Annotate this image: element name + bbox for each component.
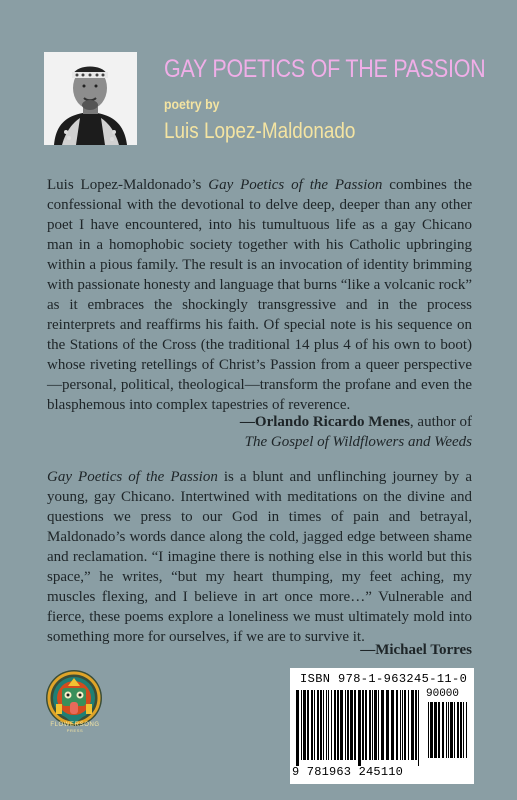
attribution-torres bbox=[360, 640, 472, 660]
ean-digits: 9 781963 245110 bbox=[292, 765, 404, 779]
barcode-bar bbox=[415, 690, 417, 760]
barcode-bar bbox=[372, 690, 373, 760]
barcode-bar bbox=[457, 702, 459, 758]
barcode-bar bbox=[296, 690, 299, 766]
barcode-bar bbox=[463, 702, 464, 758]
barcode-bar bbox=[323, 690, 324, 760]
barcode-bar bbox=[386, 690, 389, 760]
blurb-first bbox=[47, 175, 472, 415]
attribution-book: The Gospel of Wildflowers and Weeds bbox=[244, 434, 472, 450]
barcode-bar bbox=[442, 702, 444, 758]
blurb-second bbox=[47, 467, 472, 647]
barcode-bar bbox=[374, 690, 377, 760]
author-photo bbox=[44, 52, 137, 145]
barcode-bar bbox=[354, 690, 356, 760]
barcode-bar bbox=[438, 702, 440, 758]
publisher-name-sub: PRESS bbox=[66, 728, 84, 733]
barcode-bar bbox=[428, 702, 429, 758]
attribution-menes bbox=[240, 412, 472, 452]
barcode-bar bbox=[358, 690, 361, 766]
blurb-second-book-title: Gay Poetics of the Passion bbox=[47, 469, 218, 485]
isbn-barcode bbox=[290, 668, 474, 784]
price-addon-digits: 90000 bbox=[426, 688, 460, 700]
attribution-suffix: , author of bbox=[409, 414, 472, 430]
isbn-number: ISBN 978-1-963245-11-0 bbox=[300, 672, 468, 686]
barcode-bar bbox=[320, 690, 322, 760]
barcode-bar bbox=[460, 702, 462, 758]
barcode-bar bbox=[334, 690, 336, 760]
barcode-bar bbox=[347, 690, 349, 760]
barcode-bar bbox=[454, 702, 455, 758]
flowersong-logo-icon bbox=[44, 668, 104, 768]
author-name: Luis Lopez-Maldonado bbox=[164, 118, 356, 143]
barcode-bar bbox=[402, 690, 403, 760]
barcode-bar bbox=[317, 690, 319, 760]
barcode-bar bbox=[340, 690, 343, 760]
barcode-bar bbox=[404, 690, 406, 760]
barcode-bar bbox=[466, 702, 467, 758]
addon-barcode-bars bbox=[426, 702, 470, 764]
attribution-name: Orlando Ricardo Menes bbox=[254, 414, 410, 430]
attribution-dash: — bbox=[239, 414, 255, 430]
barcode-bar bbox=[331, 690, 332, 760]
barcode-bar bbox=[448, 702, 449, 758]
barcode-bar bbox=[362, 690, 364, 760]
publisher-name-main: FLOWERSONG bbox=[50, 722, 100, 728]
blurb-first-lead: Luis Lopez-Maldonado’s bbox=[47, 177, 209, 193]
attribution-torres-name: —Michael Torres bbox=[360, 642, 472, 658]
barcode-bar bbox=[365, 690, 367, 760]
book-title: GAY POETICS OF THE PASSION bbox=[164, 55, 486, 83]
barcode-bar bbox=[378, 690, 379, 760]
barcode-bar bbox=[303, 690, 306, 760]
byline: poetry by bbox=[164, 96, 220, 112]
blurb-first-book-title: Gay Poetics of the Passion bbox=[208, 177, 383, 193]
barcode-bar bbox=[450, 702, 453, 758]
barcode-bar bbox=[345, 690, 346, 760]
barcode-bar bbox=[430, 702, 433, 758]
barcode-bar bbox=[328, 690, 329, 760]
blurb-second-body: is a blunt and unflinching journey by a young, gay Chicano. Intertwined with meditations on the divine and questions we press to our God in times of pain and betrayal, Maldonado’s words dance along the cold, jagged edge between shame and reclamation. “I imagine there is nothing else in this world but this space,” he writes, “but my heart thumping, my feet aching, my muscles flexing, and I believe in art once more…” Vulnerable and fierce, these poems explore a loneliness we must ultimately mold into something more for ourselves, if we are to survive it. bbox=[47, 469, 472, 645]
barcode-bar bbox=[311, 690, 313, 760]
barcode-bar bbox=[314, 690, 315, 760]
barcode-bar bbox=[381, 690, 384, 760]
barcode-bar bbox=[301, 690, 302, 760]
barcode-bar bbox=[350, 690, 353, 760]
barcode-bar bbox=[408, 690, 409, 760]
barcode-bar bbox=[369, 690, 371, 760]
barcode-bar bbox=[337, 690, 339, 760]
barcode-bar bbox=[411, 690, 414, 760]
ean-barcode-bars bbox=[294, 690, 422, 766]
author-portrait-image bbox=[44, 52, 137, 145]
barcode-bar bbox=[391, 690, 394, 760]
barcode-bar bbox=[307, 690, 309, 760]
barcode-bar bbox=[434, 702, 437, 758]
barcode-bar bbox=[446, 702, 447, 758]
barcode-bar bbox=[418, 690, 419, 766]
publisher-name bbox=[36, 722, 114, 733]
barcode-bar bbox=[396, 690, 398, 760]
barcode-bar bbox=[326, 690, 327, 760]
blurb-first-body: combines the confessional with the devotional to delve deep, deeper than any other poet I have encountered, into his tumultuous life as a gay Chicano man in a homophobic society together with his Catholic upbringing within a pious family. The result is an invocation of identity brimming with passionate honesty and language that burns “like a volcanic rock” as it embraces the shockingly transgressive and in the process reinterprets and reaffirms his faith. Of special note is his sequence on the Stations of the Cross (the traditional 14 plus 4 of his own to boot) whose riveting retellings of Christ’s Passion from a queer perspective—personal, political, theological—transform the profane and even the blasphemous into complex tapestries of reverence. bbox=[47, 177, 472, 413]
barcode-bar bbox=[400, 690, 401, 760]
